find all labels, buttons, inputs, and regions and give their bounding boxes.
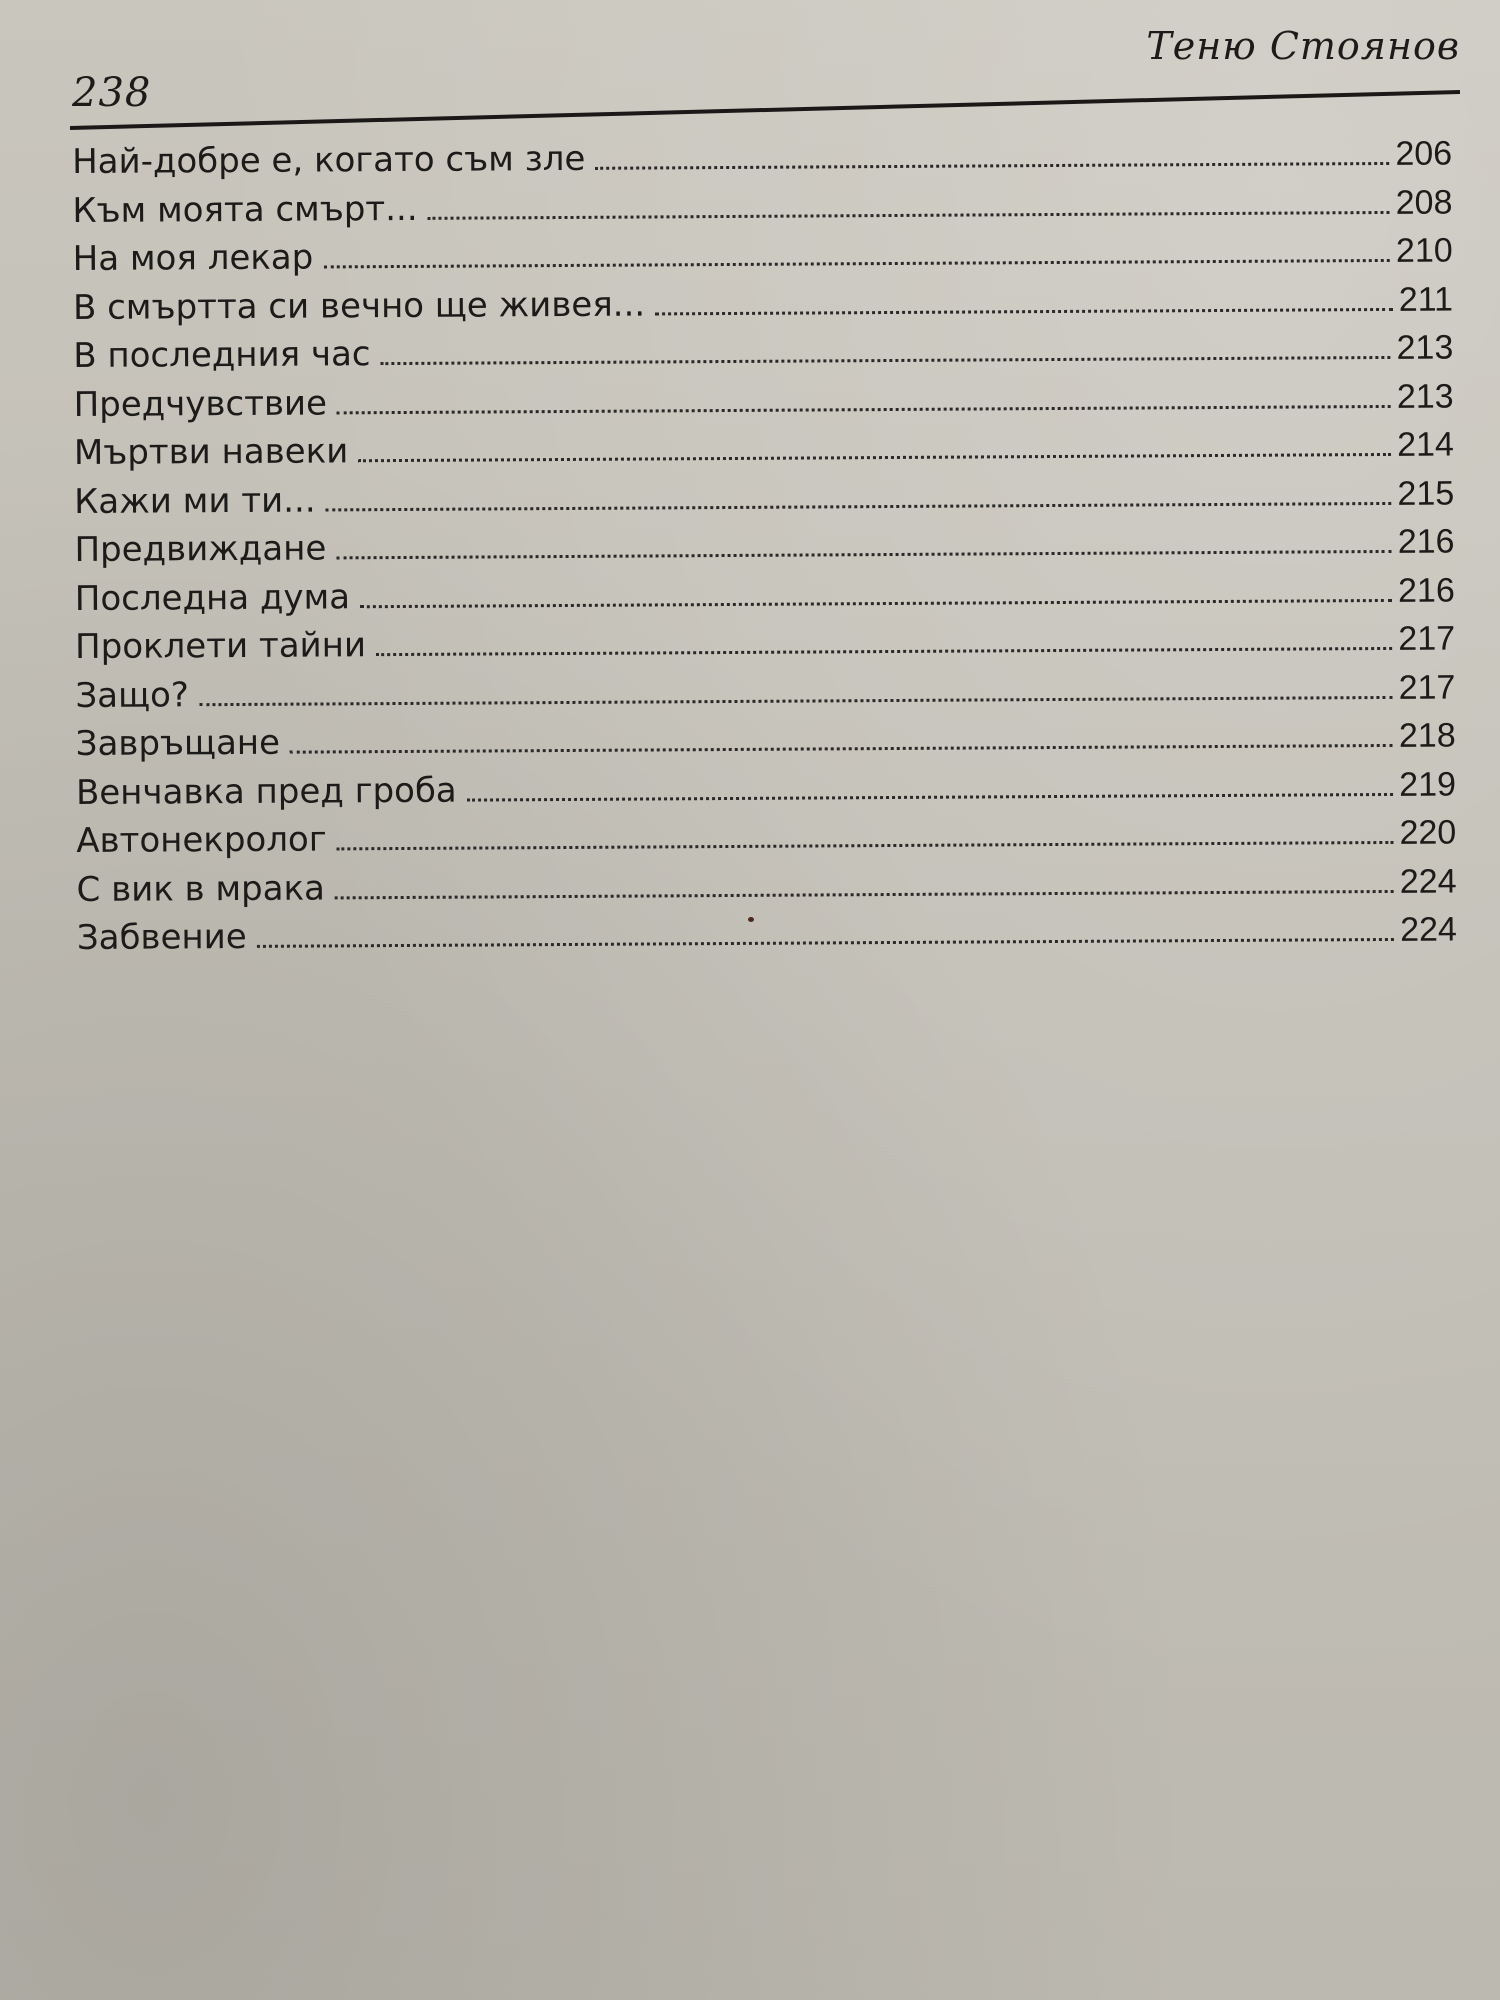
toc-entry-page: 214 [1397,425,1455,464]
toc-entry-title: Защо? [75,674,190,716]
dot-leader [290,744,1393,754]
dot-leader [358,453,1391,462]
dot-leader [360,598,1392,607]
toc-entry [73,324,1453,381]
toc-entry-title: Най-добре е, когато съм зле [72,138,586,182]
toc-entry-page: 216 [1397,571,1455,610]
dot-leader [337,841,1394,850]
toc-entry-title: Към моята смърт... [72,188,418,231]
toc-entry-title: Предчувствие [73,382,328,425]
toc-entry-title: В последния час [73,334,371,376]
toc-entry-title: Предвиждане [74,528,327,570]
toc-entry-page: 219 [1399,765,1457,804]
toc-entry-title: Забвение [76,916,247,958]
toc-entry-page: 208 [1395,183,1453,222]
page-number: 238 [72,70,152,116]
toc-entry-title: В смъртта си вечно ще живея... [72,284,646,328]
paper-speck [748,917,754,922]
toc-entry-page: 217 [1398,668,1456,707]
toc-entry-title: Мъртви навеки [73,431,349,473]
toc-entry-page: 206 [1395,134,1453,173]
dot-leader [595,162,1389,170]
table-of-contents [72,130,1457,963]
toc-entry-title: Автонекролог [76,819,327,861]
toc-entry-page: 224 [1399,862,1457,901]
toc-entry-title: Проклети тайни [74,625,367,667]
toc-entry-title: С вик в мрака [76,867,326,910]
toc-entry-title: Последна дума [74,576,351,619]
dot-leader [323,259,1390,269]
toc-entry [76,760,1456,817]
toc-entry [73,372,1453,429]
toc-entry-page: 213 [1396,377,1454,416]
dot-leader [326,501,1392,511]
toc-entry [76,857,1456,914]
toc-entry-title: Завръщане [75,722,281,764]
toc-entry [75,566,1455,623]
toc-entry-title: Кажи ми ти... [74,480,316,522]
toc-entry [74,518,1454,575]
toc-entry-page: 213 [1396,328,1454,367]
dot-leader [467,792,1394,801]
toc-entry-page: 220 [1399,813,1457,852]
toc-entry-page: 216 [1397,522,1455,561]
toc-entry [73,227,1453,284]
toc-entry-page: 215 [1397,474,1455,513]
dot-leader [335,889,1394,898]
dot-leader [336,550,1391,559]
toc-entry [74,469,1454,526]
toc-entry [72,178,1452,235]
author-name: Теню Стоянов [1146,24,1460,68]
running-head [70,20,1460,140]
toc-entry [72,130,1452,187]
dot-leader [337,404,1391,413]
toc-entry [75,663,1455,720]
toc-entry [77,906,1457,963]
toc-entry-page: 211 [1398,280,1454,319]
header-rule [70,84,1460,134]
dot-leader [428,210,1390,219]
dot-leader [376,647,1392,656]
toc-entry-page: 217 [1398,619,1456,658]
toc-entry [76,809,1456,866]
toc-entry [76,712,1456,769]
toc-entry [74,421,1454,478]
dot-leader [655,307,1393,315]
toc-entry-page: 224 [1400,910,1457,949]
toc-entry [75,615,1455,672]
toc-entry-page: 210 [1395,231,1453,270]
dot-leader [257,938,1394,948]
toc-entry-title: На моя лекар [72,237,314,279]
dot-leader [199,695,1393,705]
toc-entry-page: 218 [1398,716,1456,755]
toc-entry-title: Венчавка пред гроба [75,770,457,813]
toc-entry [73,275,1453,332]
dot-leader [381,356,1391,365]
